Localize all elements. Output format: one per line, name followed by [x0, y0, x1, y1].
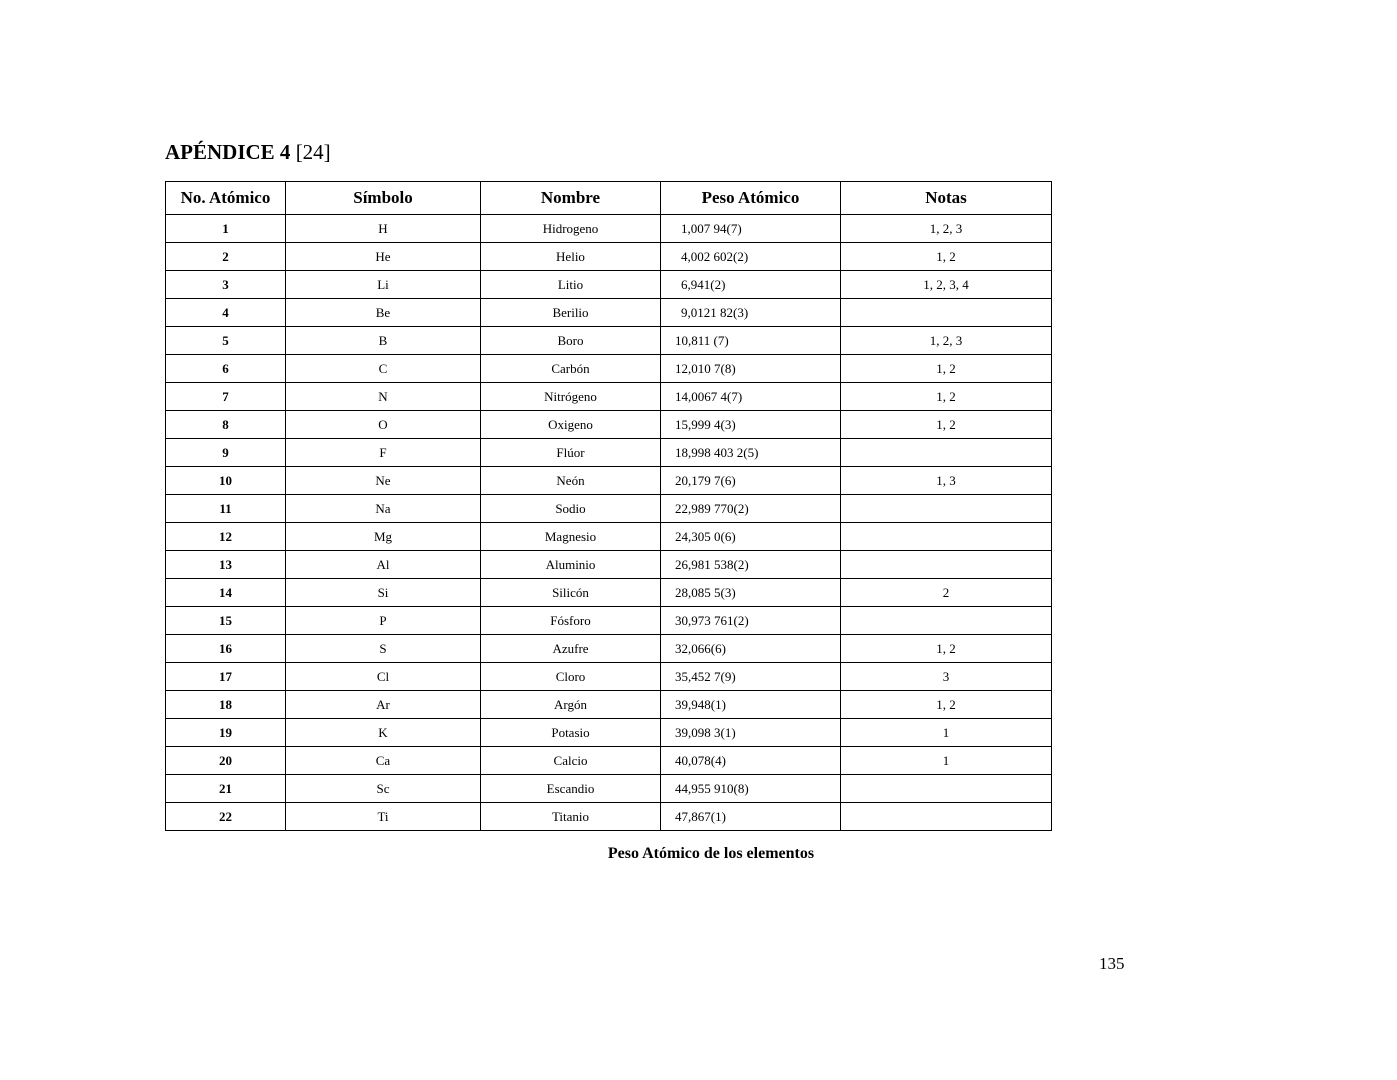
header-atomic-number: No. Atómico: [166, 182, 286, 215]
table-row: [166, 635, 1052, 663]
cell-symbol: B: [286, 327, 481, 355]
cell-name: Aluminio: [481, 551, 661, 579]
cell-atomic-number: 21: [166, 775, 286, 803]
cell-symbol: Na: [286, 495, 481, 523]
table-caption: Peso Atómico de los elementos: [607, 845, 815, 862]
cell-notes: 2: [841, 579, 1052, 607]
cell-notes: 1: [841, 719, 1052, 747]
table-row: [166, 467, 1052, 495]
cell-symbol: O: [286, 411, 481, 439]
table-row: [166, 663, 1052, 691]
table-row: [166, 803, 1052, 831]
cell-notes: [841, 551, 1052, 579]
cell-symbol: H: [286, 215, 481, 243]
atomic-weight-value: 4,002 602(2): [681, 248, 749, 264]
table-row: [166, 579, 1052, 607]
cell-notes: [841, 299, 1052, 327]
atomic-weight-value: 1,007 94(7): [681, 220, 742, 236]
atomic-weight-value: 32,066(6): [675, 640, 726, 656]
cell-atomic-weight: [661, 383, 841, 411]
cell-atomic-number: 15: [166, 607, 286, 635]
appendix-title: APÉNDICE 4: [165, 140, 291, 164]
table-header-row: [166, 182, 1052, 215]
cell-name: Oxigeno: [481, 411, 661, 439]
atomic-weight-value: 30,973 761(2): [675, 612, 749, 628]
cell-atomic-weight: [661, 271, 841, 299]
cell-atomic-number: 19: [166, 719, 286, 747]
table-row: [166, 299, 1052, 327]
table-row: [166, 719, 1052, 747]
atomic-weight-value: 12,010 7(8): [675, 360, 736, 376]
atomic-weight-value: 10,811 (7): [675, 332, 729, 348]
cell-notes: 1, 2: [841, 691, 1052, 719]
cell-symbol: P: [286, 607, 481, 635]
page-number: 135: [1099, 954, 1125, 973]
cell-atomic-number: 13: [166, 551, 286, 579]
cell-name: Magnesio: [481, 523, 661, 551]
cell-symbol: Si: [286, 579, 481, 607]
cell-name: Fósforo: [481, 607, 661, 635]
atomic-weight-value: 39,098 3(1): [675, 724, 736, 740]
cell-atomic-number: 18: [166, 691, 286, 719]
cell-atomic-number: 17: [166, 663, 286, 691]
atomic-weight-value: 26,981 538(2): [675, 556, 749, 572]
cell-atomic-weight: [661, 327, 841, 355]
cell-symbol: Cl: [286, 663, 481, 691]
table-row: [166, 691, 1052, 719]
cell-atomic-weight: [661, 411, 841, 439]
table-row: [166, 495, 1052, 523]
appendix-reference: [24]: [295, 140, 331, 164]
cell-symbol: N: [286, 383, 481, 411]
appendix-heading: [165, 140, 331, 165]
atomic-weight-value: 18,998 403 2(5): [675, 444, 759, 460]
atomic-weight-value: 35,452 7(9): [675, 668, 736, 684]
cell-atomic-number: 3: [166, 271, 286, 299]
cell-notes: 1, 2: [841, 355, 1052, 383]
cell-notes: [841, 495, 1052, 523]
atomic-weight-value: 47,867(1): [675, 808, 726, 824]
atomic-weight-value: 40,078(4): [675, 752, 726, 768]
table-row: [166, 355, 1052, 383]
cell-symbol: Ti: [286, 803, 481, 831]
cell-name: Hidrogeno: [481, 215, 661, 243]
cell-symbol: C: [286, 355, 481, 383]
cell-atomic-weight: [661, 775, 841, 803]
table-row: [166, 271, 1052, 299]
cell-symbol: Sc: [286, 775, 481, 803]
cell-atomic-number: 6: [166, 355, 286, 383]
cell-notes: 1, 3: [841, 467, 1052, 495]
cell-atomic-number: 11: [166, 495, 286, 523]
cell-atomic-weight: [661, 607, 841, 635]
cell-symbol: K: [286, 719, 481, 747]
cell-atomic-weight: [661, 467, 841, 495]
cell-symbol: Be: [286, 299, 481, 327]
cell-notes: 1, 2, 3: [841, 327, 1052, 355]
table-row: [166, 747, 1052, 775]
cell-atomic-weight: [661, 579, 841, 607]
cell-atomic-weight: [661, 691, 841, 719]
table-row: [166, 775, 1052, 803]
cell-symbol: Al: [286, 551, 481, 579]
table-row: [166, 243, 1052, 271]
cell-atomic-number: 16: [166, 635, 286, 663]
cell-symbol: Ne: [286, 467, 481, 495]
cell-atomic-weight: [661, 663, 841, 691]
table-body: [166, 215, 1052, 831]
cell-atomic-number: 14: [166, 579, 286, 607]
cell-atomic-weight: [661, 215, 841, 243]
cell-name: Potasio: [481, 719, 661, 747]
table-row: [166, 523, 1052, 551]
cell-symbol: S: [286, 635, 481, 663]
cell-atomic-weight: [661, 551, 841, 579]
cell-atomic-number: 9: [166, 439, 286, 467]
atomic-weight-value: 20,179 7(6): [675, 472, 736, 488]
cell-atomic-weight: [661, 439, 841, 467]
cell-notes: 1: [841, 747, 1052, 775]
cell-atomic-number: 20: [166, 747, 286, 775]
atomic-weight-table: [165, 181, 1052, 831]
table-row: [166, 439, 1052, 467]
cell-atomic-weight: [661, 299, 841, 327]
cell-notes: 1, 2: [841, 635, 1052, 663]
cell-atomic-weight: [661, 495, 841, 523]
cell-notes: [841, 775, 1052, 803]
cell-symbol: He: [286, 243, 481, 271]
cell-symbol: Mg: [286, 523, 481, 551]
cell-atomic-number: 8: [166, 411, 286, 439]
header-notes: Notas: [841, 182, 1052, 215]
cell-notes: 1, 2: [841, 243, 1052, 271]
cell-notes: [841, 439, 1052, 467]
cell-atomic-number: 4: [166, 299, 286, 327]
atomic-weight-value: 44,955 910(8): [675, 780, 749, 796]
cell-name: Helio: [481, 243, 661, 271]
cell-notes: 1, 2, 3: [841, 215, 1052, 243]
cell-name: Escandio: [481, 775, 661, 803]
atomic-weight-value: 9,0121 82(3): [681, 304, 749, 320]
cell-name: Argón: [481, 691, 661, 719]
cell-notes: 3: [841, 663, 1052, 691]
cell-atomic-weight: [661, 803, 841, 831]
cell-atomic-weight: [661, 719, 841, 747]
cell-name: Nitrógeno: [481, 383, 661, 411]
cell-notes: 1, 2: [841, 411, 1052, 439]
cell-name: Silicón: [481, 579, 661, 607]
cell-notes: 1, 2: [841, 383, 1052, 411]
cell-notes: [841, 523, 1052, 551]
cell-name: Boro: [481, 327, 661, 355]
atomic-weight-value: 15,999 4(3): [675, 416, 736, 432]
cell-name: Azufre: [481, 635, 661, 663]
cell-symbol: Ca: [286, 747, 481, 775]
cell-name: Titanio: [481, 803, 661, 831]
cell-atomic-number: 12: [166, 523, 286, 551]
cell-name: Neón: [481, 467, 661, 495]
cell-atomic-weight: [661, 747, 841, 775]
cell-atomic-weight: [661, 635, 841, 663]
atomic-weight-value: 14,0067 4(7): [675, 388, 743, 404]
cell-symbol: F: [286, 439, 481, 467]
atomic-weight-value: 28,085 5(3): [675, 584, 736, 600]
cell-atomic-number: 10: [166, 467, 286, 495]
atomic-weight-value: 22,989 770(2): [675, 500, 749, 516]
cell-notes: 1, 2, 3, 4: [841, 271, 1052, 299]
cell-name: Calcio: [481, 747, 661, 775]
cell-atomic-number: 1: [166, 215, 286, 243]
cell-name: Carbón: [481, 355, 661, 383]
cell-atomic-weight: [661, 355, 841, 383]
cell-name: Berilio: [481, 299, 661, 327]
header-name: Nombre: [481, 182, 661, 215]
cell-name: Flúor: [481, 439, 661, 467]
cell-name: Litio: [481, 271, 661, 299]
cell-atomic-number: 22: [166, 803, 286, 831]
cell-name: Cloro: [481, 663, 661, 691]
atomic-weight-value: 39,948(1): [675, 696, 726, 712]
cell-atomic-number: 2: [166, 243, 286, 271]
cell-atomic-number: 5: [166, 327, 286, 355]
cell-name: Sodio: [481, 495, 661, 523]
table-row: [166, 607, 1052, 635]
header-symbol: Símbolo: [286, 182, 481, 215]
cell-atomic-weight: [661, 243, 841, 271]
header-atomic-weight: Peso Atómico: [661, 182, 841, 215]
table-row: [166, 383, 1052, 411]
table-row: [166, 551, 1052, 579]
cell-notes: [841, 803, 1052, 831]
cell-atomic-number: 7: [166, 383, 286, 411]
table-row: [166, 411, 1052, 439]
table-row: [166, 327, 1052, 355]
cell-atomic-weight: [661, 523, 841, 551]
cell-symbol: Li: [286, 271, 481, 299]
atomic-weight-value: 6,941(2): [681, 276, 726, 292]
table-row: [166, 215, 1052, 243]
atomic-weight-value: 24,305 0(6): [675, 528, 736, 544]
cell-notes: [841, 607, 1052, 635]
cell-symbol: Ar: [286, 691, 481, 719]
